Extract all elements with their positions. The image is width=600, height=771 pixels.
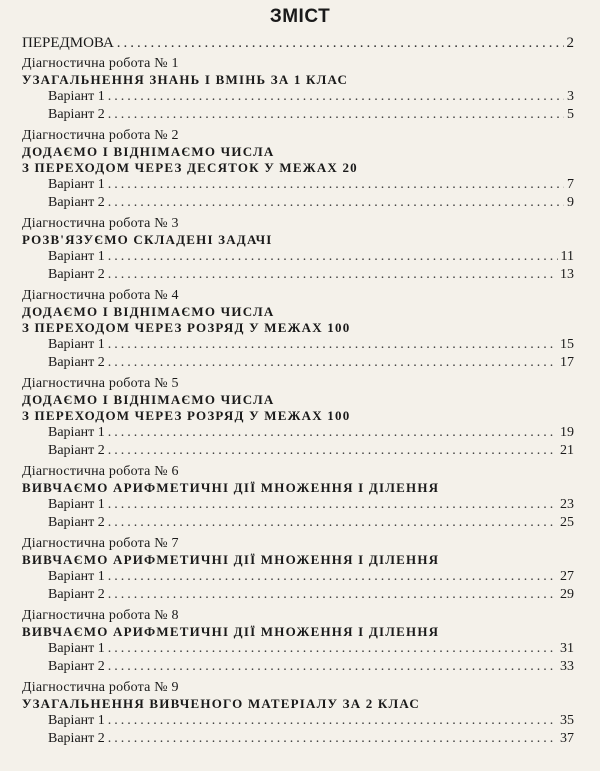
work-topic: ВИВЧАЄМО АРИФМЕТИЧНІ ДІЇ МНОЖЕННЯ І ДІЛЕННЯ [22,552,440,567]
work-topic: РОЗВ'ЯЗУЄМО СКЛАДЕНІ ЗАДАЧІ [22,232,273,247]
toc-page-number: 27 [560,569,574,584]
leader-dots [108,424,557,442]
toc-page-number: 25 [560,515,574,530]
variant-label: Варіант 1 [48,177,105,192]
variant-label: Варіант 1 [48,497,105,512]
variant-label: Варіант 2 [48,355,105,370]
work-topic: УЗАГАЛЬНЕННЯ ЗНАНЬ І ВМІНЬ ЗА 1 КЛАС [22,72,349,87]
toc-work-block [22,216,574,284]
work-topic: ВИВЧАЄМО АРИФМЕТИЧНІ ДІЇ МНОЖЕННЯ І ДІЛЕННЯ [22,624,440,639]
leader-dots [108,730,557,748]
variant-label: Варіант 2 [48,731,105,746]
toc-work-block [22,464,574,532]
work-topic: З ПЕРЕХОДОМ ЧЕРЕЗ ДЕСЯТОК У МЕЖАХ 20 [22,160,358,175]
variant-label: Варіант 1 [48,249,105,264]
leader-dots [108,640,557,658]
leader-dots [108,442,557,460]
toc-entry-variant-1[interactable] [22,336,574,354]
toc-work-block [22,680,574,748]
variant-label: Варіант 2 [48,443,105,458]
toc-page-number: 9 [567,195,574,210]
toc-entry-variant-1[interactable] [22,248,574,266]
toc-entry-variant-1[interactable] [22,568,574,586]
toc-work-block [22,288,574,372]
variant-label: Варіант 2 [48,659,105,674]
leader-dots [108,514,557,532]
work-label: Діагностична робота № 8 [22,608,179,623]
variant-label: Варіант 2 [48,267,105,282]
variant-label: Варіант 1 [48,569,105,584]
toc-entry-variant-2[interactable] [22,266,574,284]
work-topic: З ПЕРЕХОДОМ ЧЕРЕЗ РОЗРЯД У МЕЖАХ 100 [22,320,351,335]
leader-dots [108,248,558,266]
toc-page-number: 15 [560,337,574,352]
leader-dots [108,658,557,676]
leader-dots [108,88,564,106]
toc-page-number: 2 [566,35,574,51]
toc-work-block [22,128,574,212]
leader-dots [108,586,557,604]
table-of-contents [22,34,574,748]
toc-entry-intro[interactable] [22,34,574,52]
toc-page-number: 31 [560,641,574,656]
toc-entry-variant-2[interactable] [22,106,574,124]
work-topic: З ПЕРЕХОДОМ ЧЕРЕЗ РОЗРЯД У МЕЖАХ 100 [22,408,351,423]
leader-dots [108,336,557,354]
toc-entry-variant-2[interactable] [22,354,574,372]
toc-work-block [22,56,574,124]
toc-page-number: 5 [567,107,574,122]
toc-entry-variant-2[interactable] [22,730,574,748]
work-topic: ДОДАЄМО І ВІДНІМАЄМО ЧИСЛА [22,392,275,407]
variant-label: Варіант 2 [48,195,105,210]
work-topic: УЗАГАЛЬНЕННЯ ВИВЧЕНОГО МАТЕРІАЛУ ЗА 2 КЛАС [22,696,420,711]
leader-dots [108,712,557,730]
toc-work-block [22,608,574,676]
toc-page-number: 37 [560,731,574,746]
toc-page-number: 13 [560,267,574,282]
variant-label: Варіант 1 [48,641,105,656]
toc-page-number: 21 [560,443,574,458]
variant-label: Варіант 2 [48,515,105,530]
toc-page-number: 11 [560,249,574,264]
toc-work-block [22,376,574,460]
toc-entry-variant-1[interactable] [22,88,574,106]
toc-page-number: 19 [560,425,574,440]
page-title: ЗМІСТ [269,6,331,27]
work-label: Діагностична робота № 6 [22,464,179,479]
toc-entry-variant-1[interactable] [22,424,574,442]
work-topic: ВИВЧАЄМО АРИФМЕТИЧНІ ДІЇ МНОЖЕННЯ І ДІЛЕННЯ [22,480,440,495]
variant-label: Варіант 1 [48,89,105,104]
toc-page-number: 33 [560,659,574,674]
toc-page-number: 7 [567,177,574,192]
toc-entry-label: ПЕРЕДМОВА [22,35,114,51]
toc-entry-variant-2[interactable] [22,658,574,676]
leader-dots [108,266,557,284]
toc-entry-variant-1[interactable] [22,496,574,514]
variant-label: Варіант 1 [48,337,105,352]
toc-entry-variant-1[interactable] [22,176,574,194]
work-label: Діагностична робота № 2 [22,128,179,143]
toc-page-number: 3 [567,89,574,104]
work-label: Діагностична робота № 7 [22,536,179,551]
toc-entry-variant-1[interactable] [22,712,574,730]
toc-entry-variant-2[interactable] [22,442,574,460]
leader-dots [108,106,564,124]
toc-entry-variant-2[interactable] [22,194,574,212]
toc-page-number: 17 [560,355,574,370]
work-label: Діагностична робота № 3 [22,216,179,231]
work-label: Діагностична робота № 5 [22,376,179,391]
toc-page-number: 29 [560,587,574,602]
toc-entry-variant-2[interactable] [22,586,574,604]
leader-dots [117,34,564,52]
work-label: Діагностична робота № 4 [22,288,179,303]
work-label: Діагностична робота № 1 [22,56,179,71]
toc-page-number: 23 [560,497,574,512]
work-topic: ДОДАЄМО І ВІДНІМАЄМО ЧИСЛА [22,144,275,159]
toc-entry-variant-2[interactable] [22,514,574,532]
leader-dots [108,496,557,514]
leader-dots [108,176,564,194]
variant-label: Варіант 1 [48,425,105,440]
leader-dots [108,194,564,212]
toc-entry-variant-1[interactable] [22,640,574,658]
toc-work-block [22,536,574,604]
work-label: Діагностична робота № 9 [22,680,179,695]
variant-label: Варіант 1 [48,713,105,728]
variant-label: Варіант 2 [48,107,105,122]
work-topic: ДОДАЄМО І ВІДНІМАЄМО ЧИСЛА [22,304,275,319]
leader-dots [108,354,557,372]
toc-page-number: 35 [560,713,574,728]
leader-dots [108,568,557,586]
variant-label: Варіант 2 [48,587,105,602]
